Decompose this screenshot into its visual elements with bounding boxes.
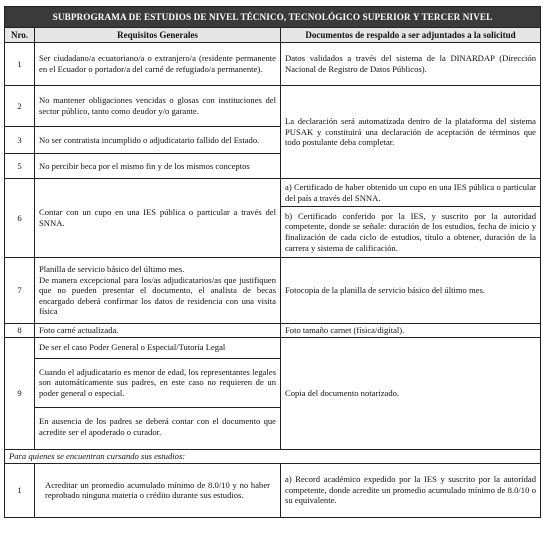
row-number: 8 bbox=[5, 324, 35, 338]
requisito-subtable bbox=[35, 338, 280, 446]
requisito-cell: Foto carné actualizada. bbox=[35, 324, 281, 338]
requisito-cell: Ser ciudadano/a ecuatoriano/a o extranjero/a (residente permanente en el Ecuador o portador/a del carné de refugiado/a permanente). bbox=[35, 43, 281, 86]
table-row bbox=[5, 179, 541, 258]
documento-item: b) Certificado conferido por la IES, y suscrito por la autoridad competente, donde se señale: duración de los estudios, fecha de inicio y finalización de cada ciclo de estudios, título a obtener, duración de la carrera y sistema de calificación. bbox=[285, 210, 536, 253]
requisito-cell bbox=[35, 337, 281, 449]
documento-cell bbox=[281, 179, 541, 258]
requisito-cell: No percibir beca por el mismo fin y de los mismos conceptos bbox=[35, 154, 281, 179]
requisito-cell: Contar con un cupo en una IES pública o particular a través del SNNA. bbox=[35, 179, 281, 258]
requirements-table bbox=[4, 6, 541, 518]
row-number: 7 bbox=[5, 258, 35, 324]
documento-cell: a) Record académico expedido por la IES y suscrito por la autoridad competente, donde acredite un promedio acumulado mínimo de 8.0/10 o su equivalente. bbox=[281, 463, 541, 517]
section-row bbox=[5, 449, 541, 463]
table-row bbox=[5, 43, 541, 86]
header-documentos: Documentos de respaldo a ser adjuntados a la solicitud bbox=[281, 28, 541, 43]
row-number: 9 bbox=[5, 337, 35, 449]
header-requisitos: Requisitos Generales bbox=[35, 28, 281, 43]
requisito-cell: No ser contratista incumplido o adjudicatario fallido del Estado. bbox=[35, 127, 281, 154]
requisito-item: Cuando el adjudicatario es menor de edad, los representantes legales son automáticamente sus padres, en este caso no requieren de un poder general o especial. bbox=[35, 358, 280, 407]
requisito-cell: Acreditar un promedio acumulado mínimo de 8.0/10 y no haber reprobado ninguna materia o crédito durante sus estudios. bbox=[35, 463, 281, 517]
requisito-item: De ser el caso Poder General o Especial/Tutoría Legal bbox=[35, 338, 280, 359]
documento-cell: Copia del documento notarizado. bbox=[281, 337, 541, 449]
documento-shared-cell: La declaración será automatizada dentro de la plataforma del sistema PUSAK y constituirá una declaración de aceptación de términos que todo postulante deba completar. bbox=[281, 86, 541, 179]
table-row bbox=[5, 337, 541, 449]
requirements-document bbox=[4, 6, 540, 544]
table-row bbox=[5, 463, 541, 517]
row-number: 1 bbox=[5, 463, 35, 517]
row-number: 1 bbox=[5, 43, 35, 86]
documento-item: a) Certificado de haber obtenido un cupo en una IES pública o particular del país a través del SNNA. bbox=[281, 179, 540, 207]
documento-subtable bbox=[281, 179, 540, 257]
documento-cell: Foto tamaño carnet (física/digital). bbox=[281, 324, 541, 338]
documento-cell: Datos validados a través del sistema de la DINARDAP (Dirección Nacional de Registro de Datos Públicos). bbox=[281, 43, 541, 86]
row-number: 3 bbox=[5, 127, 35, 154]
table-row bbox=[5, 258, 541, 324]
row-number: 6 bbox=[5, 179, 35, 258]
requisito-cell: No mantener obligaciones vencidas o glosas con instituciones del sector público, tanto como deudor y/o garante. bbox=[35, 86, 281, 127]
row-number: 5 bbox=[5, 154, 35, 179]
header-nro: Nro. bbox=[5, 28, 35, 43]
table-row bbox=[5, 324, 541, 338]
header-row bbox=[5, 28, 541, 43]
banner-title: SUBPROGRAMA DE ESTUDIOS DE NIVEL TÉCNICO, TECNOLÓGICO SUPERIOR Y TERCER NIVEL bbox=[5, 7, 541, 28]
documento-cell: Fotocopia de la planilla de servicio básico del último mes. bbox=[281, 258, 541, 324]
section-label: Para quienes se encuentran cursando sus estudios: bbox=[5, 449, 541, 463]
requisito-item: En ausencia de los padres se deberá contar con el documento que acredite ser el apoderado o curador. bbox=[39, 416, 276, 437]
row-number: 2 bbox=[5, 86, 35, 127]
requisito-cell: Planilla de servicio básico del último mes. De manera excepcional para los/as adjudicatarios/as que justifiquen que no pueden presentar el documento, el analista de becas encargado deberá confirmar los datos de residencia con una visita física bbox=[35, 258, 281, 324]
banner-row bbox=[5, 7, 541, 28]
table-row bbox=[5, 86, 541, 127]
